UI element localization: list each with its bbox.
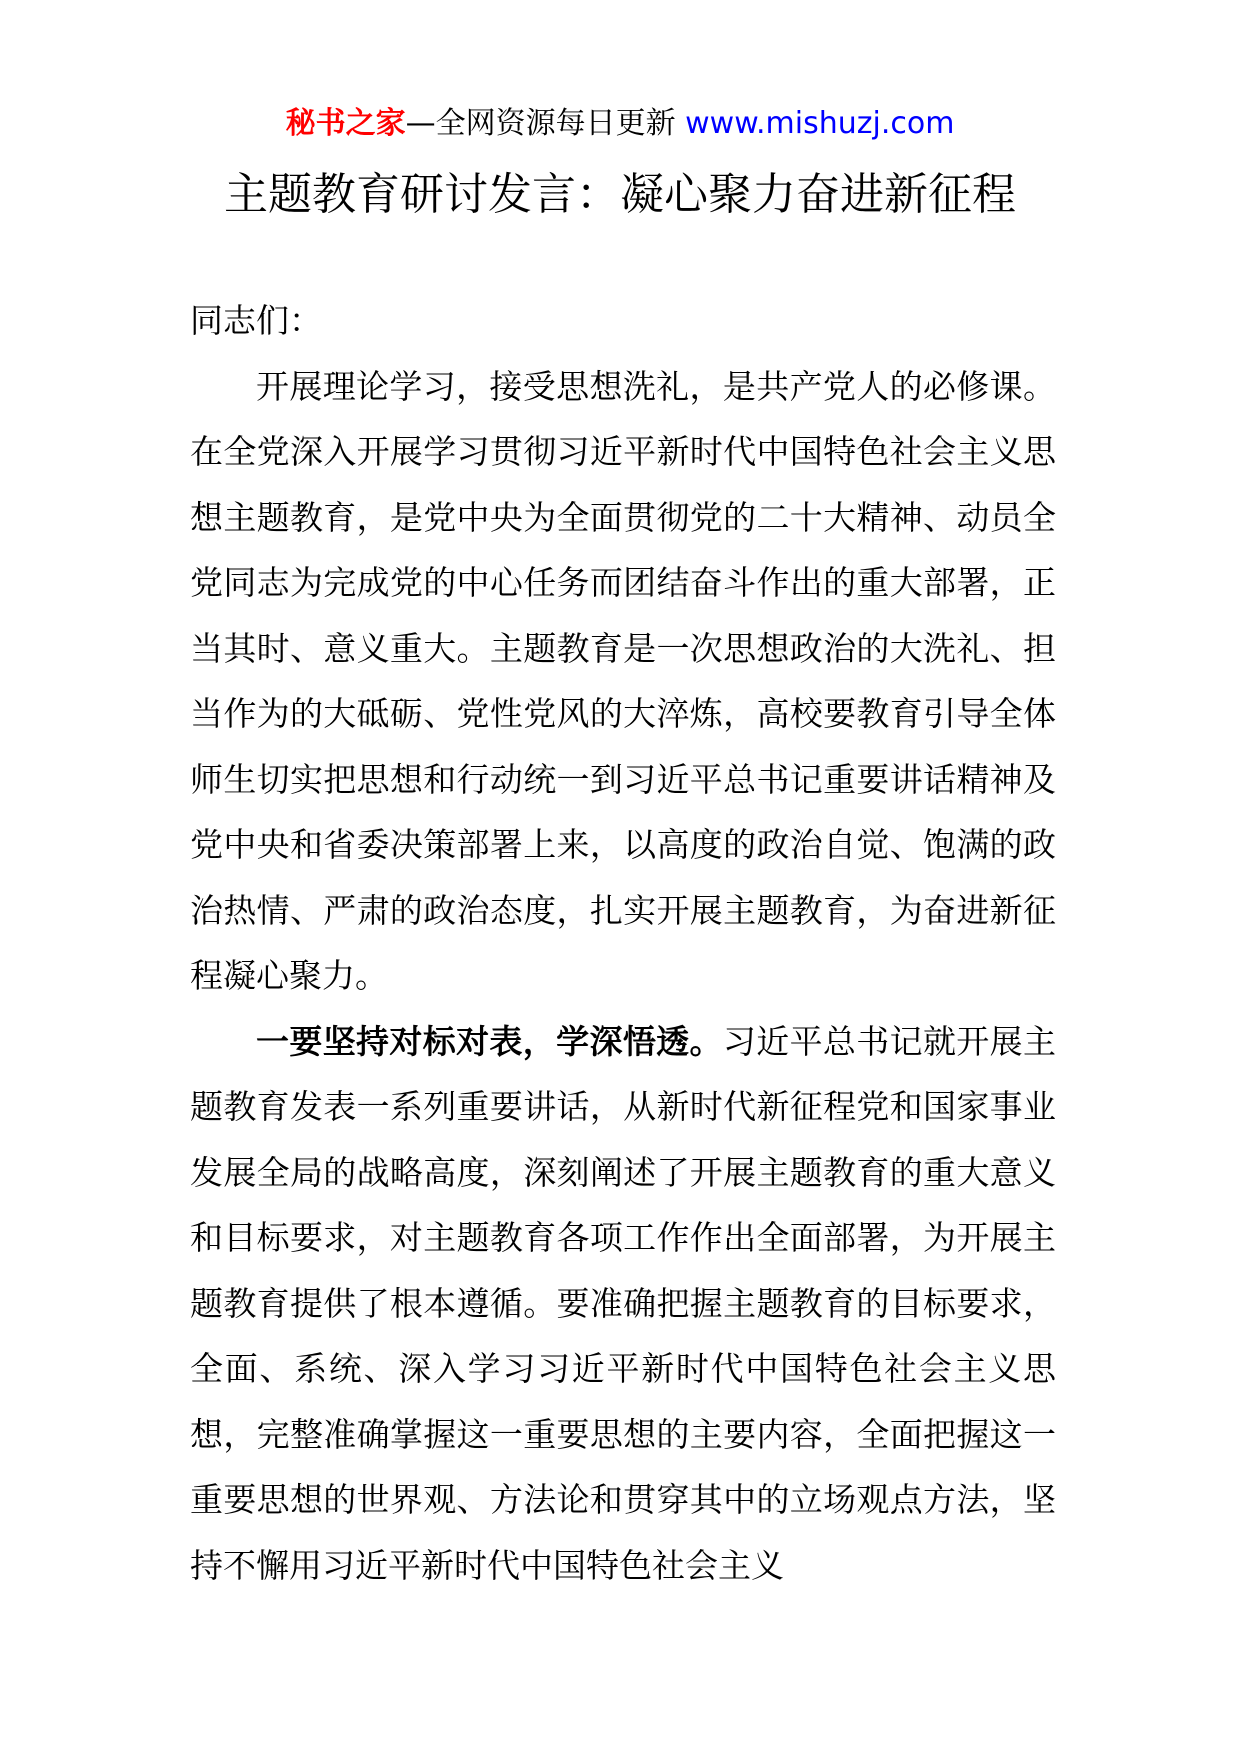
site-banner xyxy=(0,100,1240,148)
banner-tagline: —全网资源每日更新 xyxy=(405,106,676,141)
paragraph-intro xyxy=(190,354,1056,1009)
document-title: 主题教育研讨发言：凝心聚力奋进新征程 xyxy=(224,169,1016,220)
document-body xyxy=(190,288,1056,1598)
brand-name: 秘书之家 xyxy=(285,106,406,141)
paragraph-text: 习近平总书记就开展主题教育发表一系列重要讲话，从新时代新征程党和国家事业发展全局的战略高度，深刻阐述了开展主题教育的重大意义和目标要求，对主题教育各项工作作出全面部署，为开展主题教育提供了根本遵循。要准确把握主题教育的目标要求，全面、系统、深入学习习近平新时代中国特色社会主义思想，完整准确掌握这一重要思想的主要内容，全面把握这一重要思想的世界观、方法论和贯穿其中的立场观点方法，坚持不懈用习近平新时代中国特色社会主义 xyxy=(190,1021,1057,1585)
salutation: 同志们： xyxy=(190,301,322,340)
paragraph-point-one xyxy=(190,1009,1056,1599)
paragraph-text: 开展理论学习，接受思想洗礼，是共产党人的必修课。在全党深入开展学习贯彻习近平新时代中国特色社会主义思想主题教育，是党中央为全面贯彻党的二十大精神、动员全党同志为完成党的中心任务而团结奋斗作出的重大部署，正当其时、意义重大。主题教育是一次思想政治的大洗礼、担当作为的大砥砺、党性党风的大淬炼，高校要教育引导全体师生切实把思想和行动统一到习近平总书记重要讲话精神及党中央和省委决策部署上来，以高度的政治自觉、饱满的政治热情、严肃的政治态度，扎实开展主题教育，为奋进新征程凝心聚力。 xyxy=(190,366,1056,995)
paragraph-lead: 一要坚持对标对表，学深悟透。 xyxy=(256,1021,723,1061)
site-url-link[interactable]: www.mishuzj.com xyxy=(685,106,955,141)
